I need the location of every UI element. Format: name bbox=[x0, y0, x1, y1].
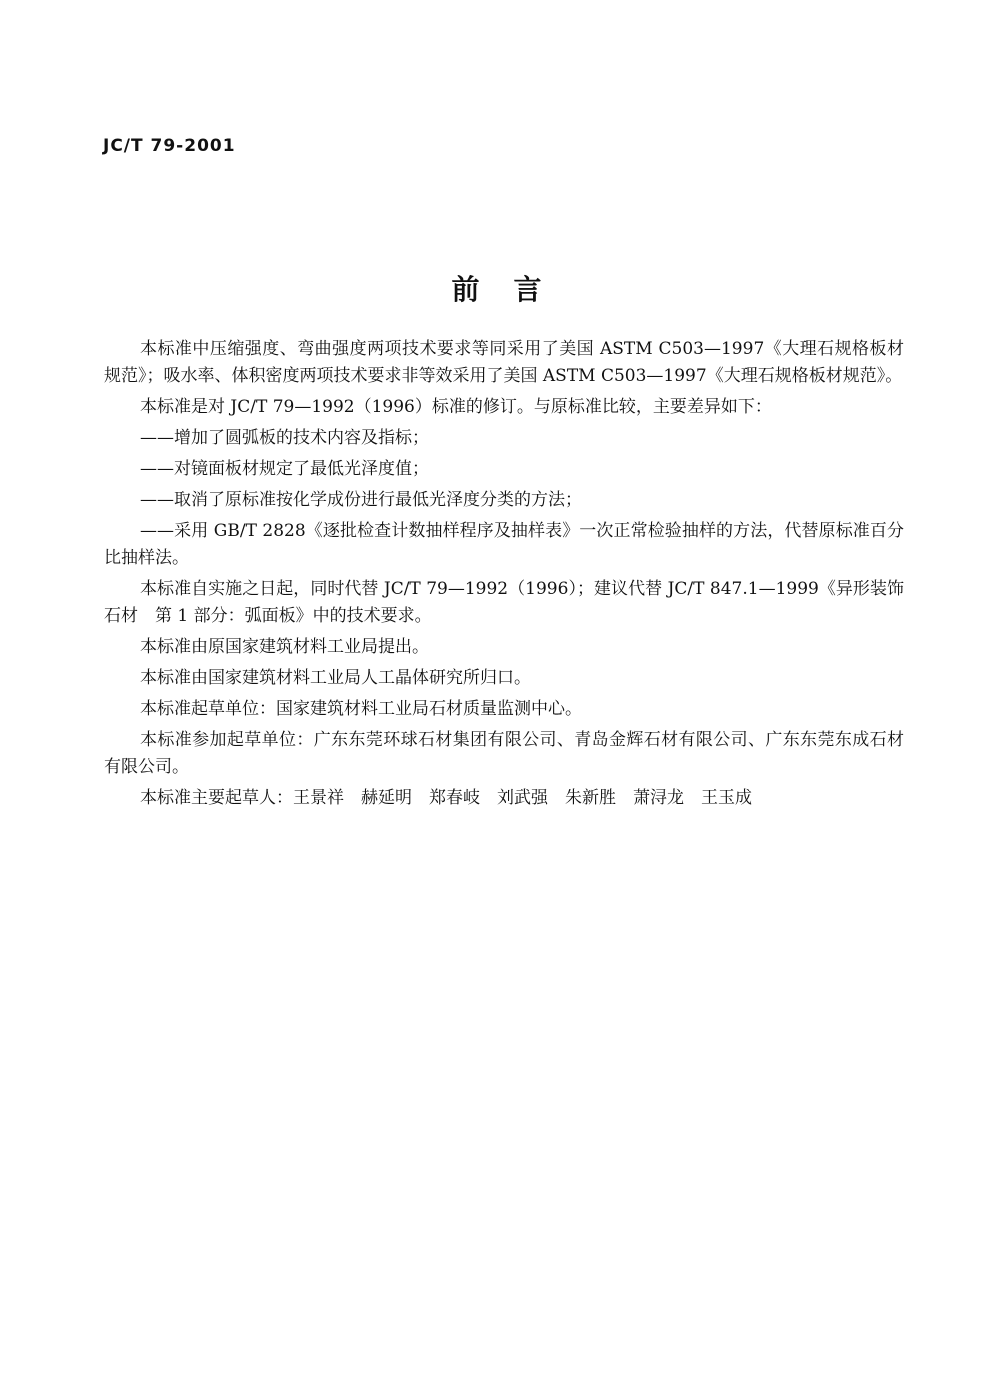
change-item-arc-panel: ——增加了圆弧板的技术内容及指标； bbox=[140, 428, 429, 448]
change-item-sampling: ——采用 GB/T 2828《逐批检查计数抽样程序及抽样表》一次正常检验抽样的方法，代替原标准百分比抽样法。 bbox=[104, 521, 904, 568]
page-title: 前言 bbox=[451, 273, 576, 306]
standard-code: JC/T 79-2001 bbox=[103, 136, 236, 156]
paragraph-drafting-unit: 本标准起草单位：国家建筑材料工业局石材质量监测中心。 bbox=[140, 699, 582, 719]
change-item-gloss: ——对镜面板材规定了最低光泽度值； bbox=[140, 459, 429, 479]
paragraph-drafters: 本标准主要起草人：王景祥 赫延明 郑春岐 刘武强 朱新胜 萧浔龙 王玉成 bbox=[140, 788, 752, 808]
foreword-body bbox=[104, 336, 904, 812]
paragraph-proposer: 本标准由原国家建筑材料工业局提出。 bbox=[140, 637, 429, 657]
paragraph-replacement: 本标准自实施之日起，同时代替 JC/T 79—1992（1996）；建议代替 JC/T 847.1—1999《异形装饰石材 第 1 部分：弧面板》中的技术要求。 bbox=[104, 579, 904, 626]
paragraph-adoption: 本标准中压缩强度、弯曲强度两项技术要求等同采用了美国 ASTM C503—1997《大理石规格板材规范》；吸水率、体积密度两项技术要求非等效采用了美国 ASTM C503—1997《大理石规格板材规范》。 bbox=[104, 339, 904, 386]
paragraph-revision: 本标准是对 JC/T 79—1992（1996）标准的修订。与原标准比较，主要差异如下： bbox=[140, 397, 772, 417]
change-item-classification: ——取消了原标准按化学成份进行最低光泽度分类的方法； bbox=[140, 490, 582, 510]
paragraph-centralized: 本标准由国家建筑材料工业局人工晶体研究所归口。 bbox=[140, 668, 531, 688]
paragraph-participating-units: 本标准参加起草单位：广东东莞环球石材集团有限公司、青岛金辉石材有限公司、广东东莞东成石材有限公司。 bbox=[104, 730, 904, 777]
